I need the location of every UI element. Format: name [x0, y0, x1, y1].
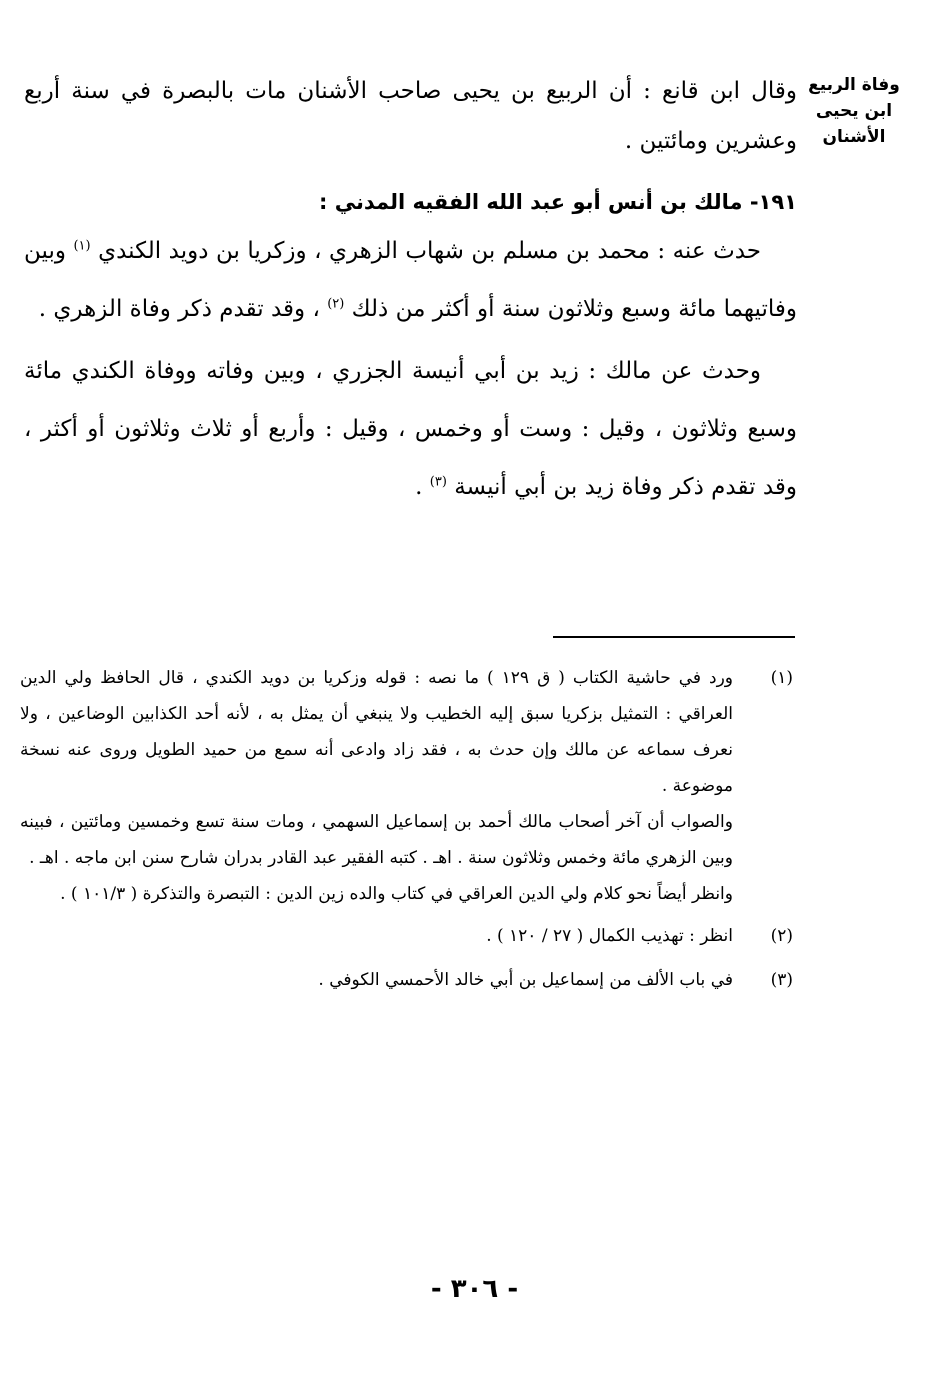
footnote-ref-1[interactable]: (١)	[73, 238, 91, 254]
footnote-ref-3[interactable]: (٣)	[429, 474, 447, 490]
footnote-paragraph: ورد في حاشية الكتاب ( ق ١٢٩ ) ما نصه : قوله وزكريا بن دويد الكندي ، قال الحافظ ولي الدين العراقي : التمثيل بزكريا سبق إليه الخطيب ولا ينبغي أن يمثل به ، لأنه أحد الكذابين الوضاعين ، ولا نعرف سماعه عن مالك وإن حدث به ، فقد زاد وادعى أنه سمع من حميد الطويل وروى عنه نسخة موضوعة .	[20, 668, 734, 796]
footnote-2	[20, 916, 793, 956]
footnotes	[20, 660, 793, 1000]
page-number: - ٣٠٦ -	[430, 1274, 519, 1304]
paragraph-narrators	[24, 222, 797, 338]
margin-note-line: الأشنان	[822, 127, 886, 147]
footnote-1	[20, 660, 793, 912]
paragraph-text: وحدث عن مالك : زيد بن أبي أنيسة الجزري ، وبين وفاته ووفاة الكندي مائة وسبع وثلاثون ، وقيل : وست أو وخمس ، وقيل : وأربع أو ثلاث وثلاثون أو أكثر ، وقد تقدم ذكر وفاة زيد بن أبي أنيسة	[24, 358, 797, 500]
footnote-paragraph: في باب الألف من إسماعيل بن أبي خالد الأحمسي الكوفي .	[318, 970, 733, 990]
footnote-3	[20, 960, 793, 1000]
paragraph-text: .	[415, 474, 423, 500]
footnote-number: (٣)	[770, 970, 793, 990]
footnote-number: (٢)	[770, 926, 793, 946]
footnote-separator	[553, 636, 795, 638]
footnote-paragraph: وانظر أيضاً نحو كلام ولي الدين العراقي في كتاب والده زين الدين : التبصرة والتذكرة ( ١٠١/٣ ) .	[60, 884, 733, 904]
footnote-ref-2[interactable]: (٢)	[327, 296, 345, 312]
paragraph-text: ، وقد تقدم ذكر وفاة الزهري .	[38, 296, 320, 322]
paragraph-zayd	[24, 342, 797, 516]
margin-note	[799, 72, 909, 150]
paragraph-death-note: وقال ابن قانع : أن الربيع بن يحيى صاحب الأشنان مات بالبصرة في سنة أربع وعشرين ومائتين .	[24, 78, 797, 154]
footnote-paragraph: والصواب أن آخر أصحاب مالك أحمد بن إسماعيل السهمي ، ومات سنة تسع وخمسين ومائتين ، فبينه وبين الزهري مائة وخمس وثلاثون سنة . اهـ . كتبه الفقير عبد القادر بدران شارح سنن ابن ماجه . اهـ .	[20, 812, 733, 868]
entry-heading: ١٩١- مالك بن أنس أبو عبد الله الفقيه المدني :	[319, 190, 797, 214]
margin-note-line: ابن يحيى	[815, 101, 893, 121]
footnote-number: (١)	[770, 668, 793, 688]
paragraph-text: وبين وفاتيهما مائة وسبع وثلاثون سنة أو أكثر من ذلك	[24, 238, 797, 322]
paragraph-text: حدث عنه : محمد بن مسلم بن شهاب الزهري ، وزكريا بن دويد الكندي	[98, 238, 762, 264]
footnote-paragraph: انظر : تهذيب الكمال ( ٢٧ / ١٢٠ ) .	[486, 926, 733, 946]
main-text	[24, 66, 797, 516]
margin-note-line: وفاة الربيع	[808, 75, 900, 95]
